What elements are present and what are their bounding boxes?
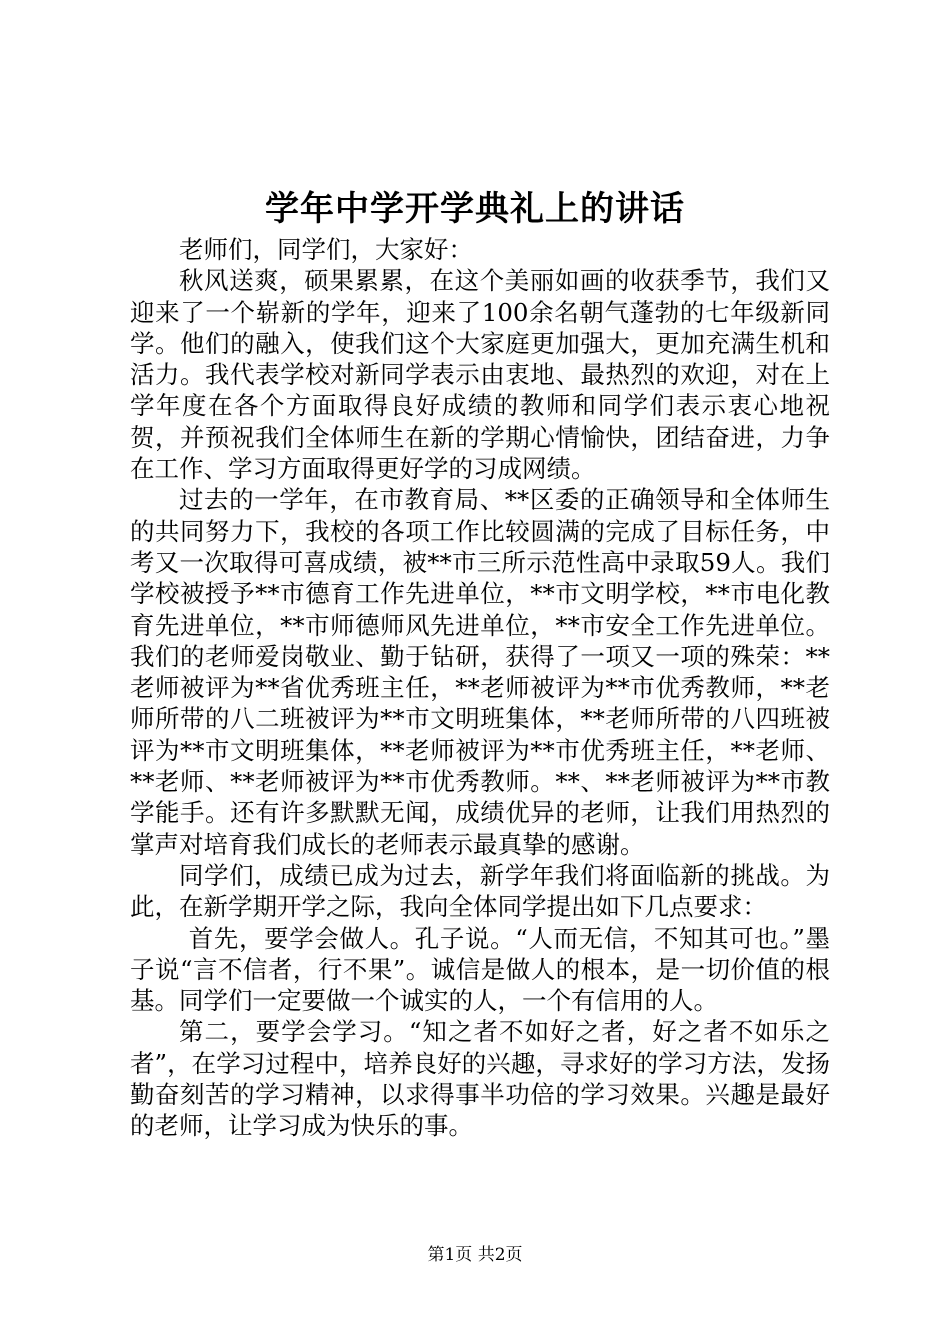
page-footer: 第1页 共2页 [427, 1245, 523, 1265]
document-body [130, 234, 830, 1142]
body-paragraph: 过去的一学年，在市教育局、**区委的正确领导和全体师生的共同努力下，我校的各项工作比较圆满的完成了目标任务，中考又一次取得可喜成绩，被**市三所示范性高中录取59人。我们学校被授予**市德育工作先进单位，**市文明学校，**市电化教育先进单位，**市师德师风先进单位，**市安全工作先进单位。我们的老师爱岗敬业、勤于钻研，获得了一项又一项的殊荣：**老师被评为**省优秀班主任，**老师被评为**市优秀教师，**老师所带的八二班被评为**市文明班集体，**老师所带的八四班被评为**市文明班集体，**老师被评为**市优秀班主任，**老师、**老师、**老师被评为**市优秀教师。**、**老师被评为**市教学能手。还有许多默默无闻，成绩优异的老师，让我们用热烈的掌声对培育我们成长的老师表示最真挚的感谢。 [130, 485, 830, 859]
body-paragraph: 首先，要学会做人。孔子说。“人而无信，不知其可也。”墨子说“言不信者，行不果”。诚信是做人的根本，是一切价值的根基。同学们一定要做一个诚实的人，一个有信用的人。 [130, 923, 830, 1016]
body-paragraph: 第二，要学会学习。“知之者不如好之者，好之者不如乐之者”，在学习过程中，培养良好的兴趣，寻求好的学习方法，发扬勤奋刻苦的学习精神，以求得事半功倍的学习效果。兴趣是最好的老师，让学习成为快乐的事。 [130, 1017, 830, 1141]
body-paragraph: 同学们，成绩已成为过去，新学年我们将面临新的挑战。为此，在新学期开学之际，我向全体同学提出如下几点要求： [130, 860, 830, 922]
body-paragraph: 秋风送爽，硕果累累，在这个美丽如画的收获季节，我们又迎来了一个崭新的学年，迎来了100余名朝气蓬勃的七年级新同学。他们的融入，使我们这个大家庭更加强大，更加充满生机和活力。我代表学校对新同学表示由衷地、最热烈的欢迎，对在上学年度在各个方面取得良好成绩的教师和同学们表示衷心地祝贺，并预祝我们全体师生在新的学期心情愉快，团结奋进，力争在工作、学习方面取得更好学的习成网绩。 [130, 266, 830, 484]
page-title: 学年中学开学典礼上的讲话 [265, 189, 685, 229]
greeting-paragraph: 老师们，同学们，大家好： [179, 235, 473, 264]
